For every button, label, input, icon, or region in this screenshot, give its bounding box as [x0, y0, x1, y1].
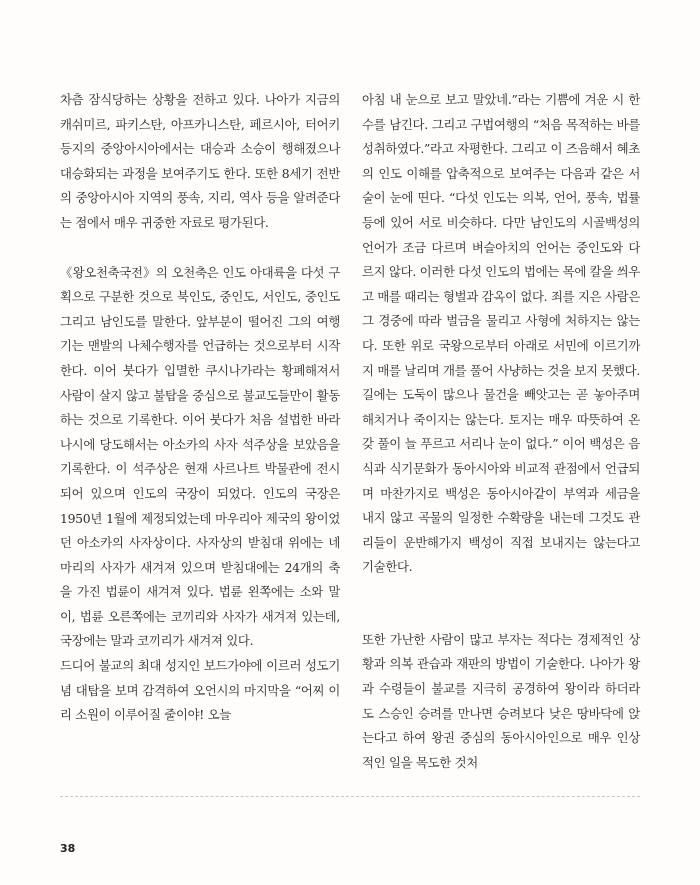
page-number: 38: [60, 842, 76, 855]
left-column: [60, 88, 340, 728]
paragraph: 또한 가난한 사람이 많고 부자는 적다는 경제적인 상황과 의복 관습과 재판의 방법이 기술한다. 나아가 왕과 수령들이 불교를 지극히 공경하여 왕이라 하더라도 스승인 승려를 만나면 승려보다 낮은 땅바닥에 앉는다고 하여 왕권 중심의 동아시아인으로 매우 인상적인 일을 목도한 것처: [362, 631, 640, 770]
footer-divider: [60, 796, 640, 797]
right-column: [362, 88, 640, 775]
paragraph: 드디어 불교의 최대 성지인 보드가야에 이르러 성도기념 대탑을 보며 감격하여 오언시의 마지막을 “어찌 이리 소원이 이루어질 줄이야! 오늘: [60, 658, 340, 723]
paragraph: 아침 내 눈으로 보고 말았네.”라는 기쁨에 겨운 시 한 수를 남긴다. 그리고 구법여행의 “처음 목적하는 바를 성취하였다.”라고 자평한다. 그리고 이 즈음해서 혜초의 인도 이해를 압축적으로 보여주는 다음과 같은 서술이 눈에 띤다. “다섯 인도는 의복, 언어, 풍속, 법률 등에 있어 서로 비슷하다. 다만 남인도의 시골백성의 언어가 조금 다르며 벼슬아치의 언어는 중인도와 다르지 않다. 이러한 다섯 인도의 법에는 목에 칼을 씌우고 매를 때리는 형벌과 감옥이 없다. 죄를 지은 사람은 그 경중에 따라 벌금을 물리고 사형에 처하지는 않는다. 또한 위로 국왕으로부터 아래로 서민에 이르기까지 매를 날리며 개를 풀어 사냥하는 것을 보지 못했다. 길에는 도둑이 많으나 물건을 빼앗고는 곧 놓아주며 해치거나 죽이지는 않는다. 토지는 매우 따뜻하여 온갖 풀이 늘 푸르고 서리나 눈이 없다.” 이어 백성은 음식과 식기문화가 동아시아와 비교적 관점에서 언급되며 마찬가지로 백성은 동아시아같이 부역과 세금을 내지 않고 곡물의 일정한 수확량을 내는데 그것도 관리들이 운반해가지 백성이 직접 보내지는 않는다고 기술한다.: [362, 92, 640, 575]
paragraph: 차츰 잠식당하는 상황을 전하고 있다. 나아가 지금의 캐쉬미르, 파키스탄, 아프카니스탄, 페르시아, 터어키 등지의 중앙아시아에서는 대승과 소승이 행해졌으나 대승화되는 과정을 보여주기도 한다. 또한 8세기 전반의 중앙아시아 지역의 풍속, 지리, 역사 등을 알려준다는 점에서 매우 귀중한 자료로 평가된다.: [60, 92, 340, 230]
paragraph: 《왕오천축국전》의 오천축은 인도 아대륙을 다섯 구획으로 구분한 것으로 북인도, 중인도, 서인도, 중인도 그리고 남인도를 말한다. 앞부분이 떨어진 그의 여행기는 맨발의 나체수행자를 언급하는 것으로부터 시작한다. 이어 붓다가 입멸한 쿠시나가라는 황폐해져서 사람이 살지 않고 불탑을 중심으로 불교도들만이 활동하는 것으로 기록한다. 이어 붓다가 처음 설법한 바라나시에 당도해서는 아소카의 사자 석주상을 보았음을 기록한다. 이 석주상은 현재 사르나트 박물관에 전시되어 있으며 인도의 국장이 되었다. 인도의 국장은 1950년 1월에 제정되었는데 마우리아 제국의 왕이었던 아소카의 사자상이다. 사자상의 받침대 위에는 네 마리의 사자가 새겨져 있으며 받침대에는 24개의 축을 가진 법륜이 새겨져 있다. 법륜 왼쪽에는 소와 말이, 법륜 오른쪽에는 코끼리와 사자가 새겨져 있는데, 국장에는 말과 코끼리가 새겨져 있다.: [60, 264, 340, 649]
